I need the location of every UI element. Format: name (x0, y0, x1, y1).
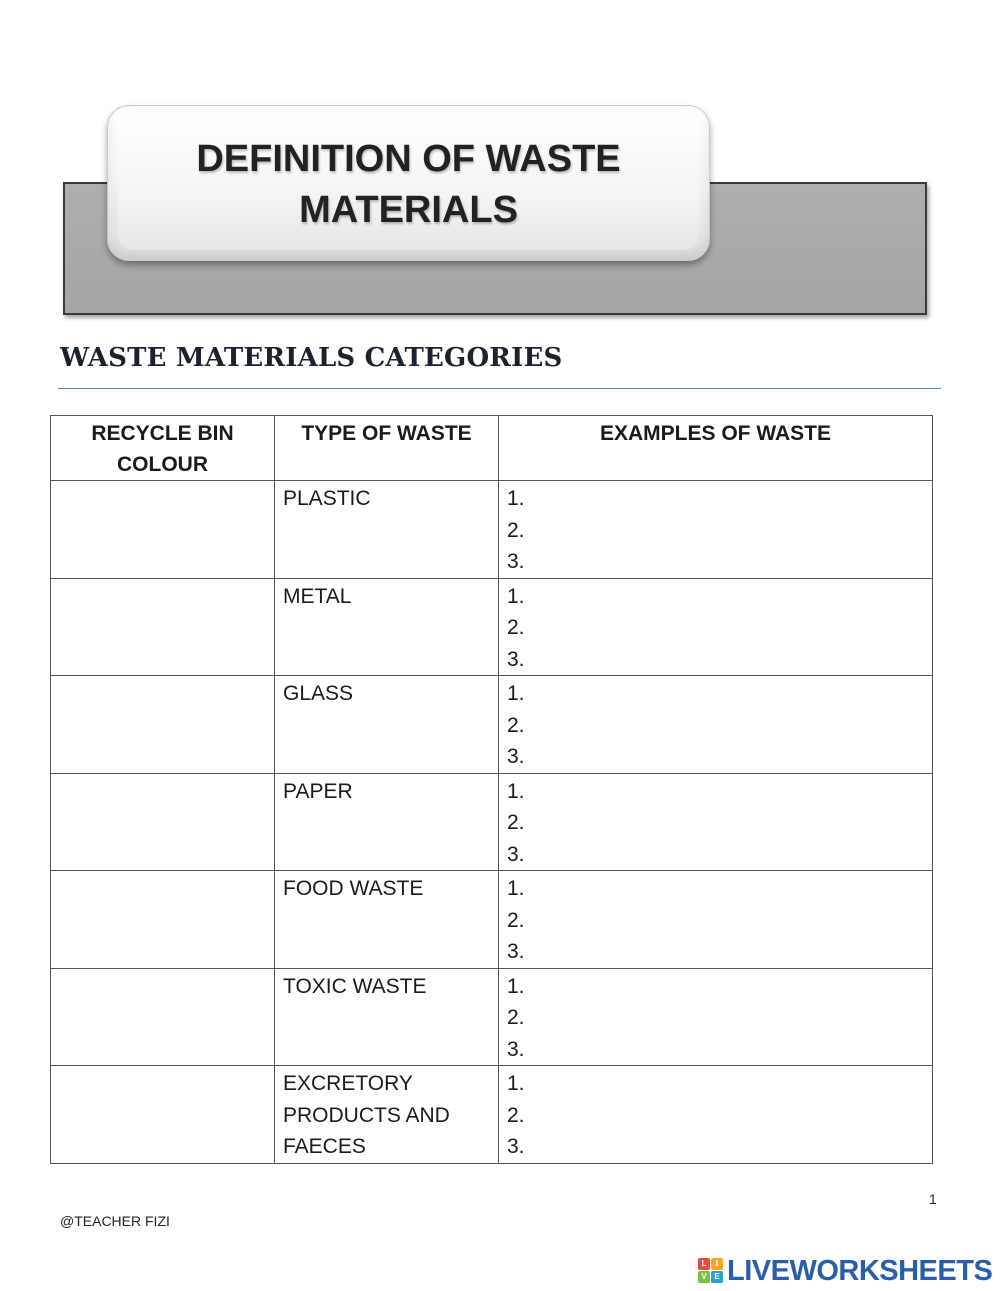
waste-type-cell: PLASTIC (275, 481, 499, 579)
waste-type-cell: FOOD WASTE (275, 871, 499, 969)
waste-type-cell: METAL (275, 578, 499, 676)
example-line[interactable]: 1. (507, 1072, 525, 1095)
waste-type-cell: EXCRETORY PRODUCTS AND FAECES (275, 1066, 499, 1164)
logo-block-v: V (698, 1271, 710, 1283)
example-line[interactable]: 2. (507, 1103, 525, 1127)
example-line[interactable]: 3. (507, 550, 525, 573)
liveworksheets-logo (698, 1256, 992, 1286)
example-line[interactable]: 3. (507, 1135, 525, 1158)
example-line[interactable]: 3. (507, 1037, 525, 1061)
recycle-bin-colour-cell[interactable] (51, 676, 275, 774)
logo-block-e: E (711, 1271, 723, 1283)
example-line[interactable]: 1. (507, 487, 525, 510)
example-line[interactable]: 1. (507, 877, 525, 900)
example-line[interactable]: 2. (507, 908, 525, 932)
table-header-row (51, 416, 933, 481)
author-credit: @TEACHER FIZI (60, 1213, 170, 1229)
header-examples-of-waste: EXAMPLES OF WASTE (499, 416, 933, 481)
example-line[interactable]: 1. (507, 682, 525, 705)
example-line[interactable]: 2. (507, 811, 525, 834)
examples-cell (499, 1066, 933, 1164)
example-line[interactable]: 2. (507, 713, 525, 737)
example-line[interactable]: 2. (507, 616, 525, 639)
example-line[interactable]: 1. (507, 584, 525, 608)
heading-divider (58, 388, 941, 389)
example-line[interactable]: 3. (507, 745, 525, 768)
table-row (51, 773, 933, 871)
recycle-bin-colour-cell[interactable] (51, 871, 275, 969)
examples-cell (499, 578, 933, 676)
examples-cell (499, 676, 933, 774)
examples-cell (499, 773, 933, 871)
example-line[interactable]: 1. (507, 779, 525, 803)
logo-block-l: L (698, 1258, 710, 1270)
examples-cell (499, 871, 933, 969)
liveworksheets-logo-icon (698, 1258, 724, 1284)
waste-type-cell: PAPER (275, 773, 499, 871)
logo-block-i: I (711, 1258, 723, 1270)
table-row (51, 481, 933, 579)
recycle-bin-colour-cell[interactable] (51, 1066, 275, 1164)
examples-cell (499, 481, 933, 579)
recycle-bin-colour-cell[interactable] (51, 481, 275, 579)
header-recycle-bin-colour: RECYCLE BIN COLOUR (51, 416, 275, 481)
liveworksheets-logo-text: LIVEWORKSHEETS (727, 1254, 993, 1287)
examples-cell (499, 968, 933, 1066)
header-type-of-waste: TYPE OF WASTE (275, 416, 499, 481)
table-row (51, 676, 933, 774)
table-row (51, 871, 933, 969)
example-line[interactable]: 2. (507, 1006, 525, 1029)
waste-type-cell: TOXIC WASTE (275, 968, 499, 1066)
recycle-bin-colour-cell[interactable] (51, 773, 275, 871)
table-row (51, 968, 933, 1066)
table-row (51, 1066, 933, 1164)
example-line[interactable]: 3. (507, 842, 525, 866)
example-line[interactable]: 1. (507, 974, 525, 998)
page-title: DEFINITION OF WASTE MATERIALS (196, 138, 621, 231)
table-row (51, 578, 933, 676)
recycle-bin-colour-cell[interactable] (51, 968, 275, 1066)
page-number: 1 (929, 1191, 937, 1207)
section-heading: WASTE MATERIALS CATEGORIES (60, 343, 563, 373)
example-line[interactable]: 3. (507, 647, 525, 671)
waste-type-cell: GLASS (275, 676, 499, 774)
example-line[interactable]: 2. (507, 518, 525, 542)
title-banner (107, 105, 710, 261)
example-line[interactable]: 3. (507, 940, 525, 963)
recycle-bin-colour-cell[interactable] (51, 578, 275, 676)
waste-categories-table (50, 415, 933, 1164)
